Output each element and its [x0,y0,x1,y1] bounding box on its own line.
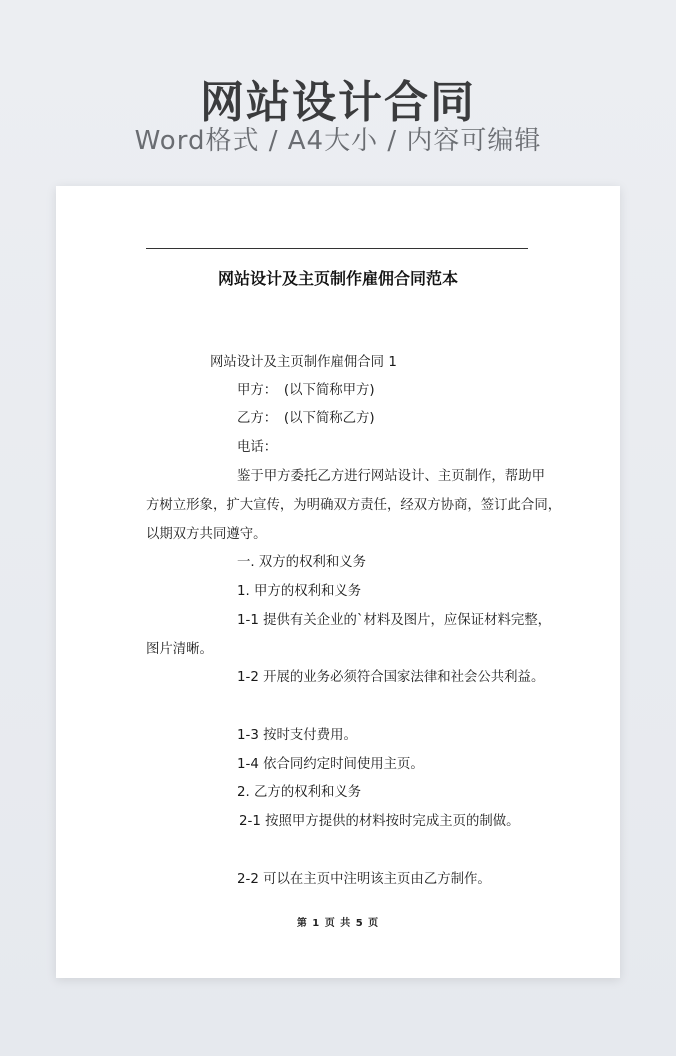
phone-line: 电话： [237,440,278,455]
preamble-line-1: 鉴于甲方委托乙方进行网站设计、主页制作，帮助甲 [237,469,545,484]
page-number: 第 1 页 共 5 页 [296,918,380,929]
section-heading-1: 一. 双方的权利和义务 [237,555,367,570]
contract-heading: 网站设计及主页制作雇佣合同 1 [210,355,397,370]
header-rule [146,248,528,249]
preamble-line-2: 方树立形象，扩大宣传，为明确双方责任，经双方协商，签订此合同， [146,498,562,513]
hero-subtitle: Word格式 / A4大小 / 内容可编辑 [134,126,542,156]
clause-1-1-line-1: 1-1 提供有关企业的`材料及图片，应保证材料完整， [237,613,552,628]
document-page [56,186,620,978]
document-title: 网站设计及主页制作雇佣合同范本 [217,269,458,288]
clause-2-1: 2-1 按照甲方提供的材料按时完成主页的制做。 [239,814,520,829]
subsection-heading-2: 2. 乙方的权利和义务 [237,785,362,800]
party-a-line: 甲方： (以下简称甲方) [237,383,375,398]
clause-1-3: 1-3 按时支付费用。 [237,728,357,743]
hero-title: 网站设计合同 [200,77,476,128]
clause-1-1-line-2: 图片清晰。 [146,642,213,657]
clause-2-2: 2-2 可以在主页中注明该主页由乙方制作。 [237,872,491,887]
subsection-heading-1: 1. 甲方的权利和义务 [237,584,362,599]
party-b-line: 乙方： (以下简称乙方) [237,411,375,426]
preamble-line-3: 以期双方共同遵守。 [146,527,267,542]
clause-1-2: 1-2 开展的业务必须符合国家法律和社会公共利益。 [237,670,545,685]
clause-1-4: 1-4 依合同约定时间使用主页。 [237,757,424,772]
